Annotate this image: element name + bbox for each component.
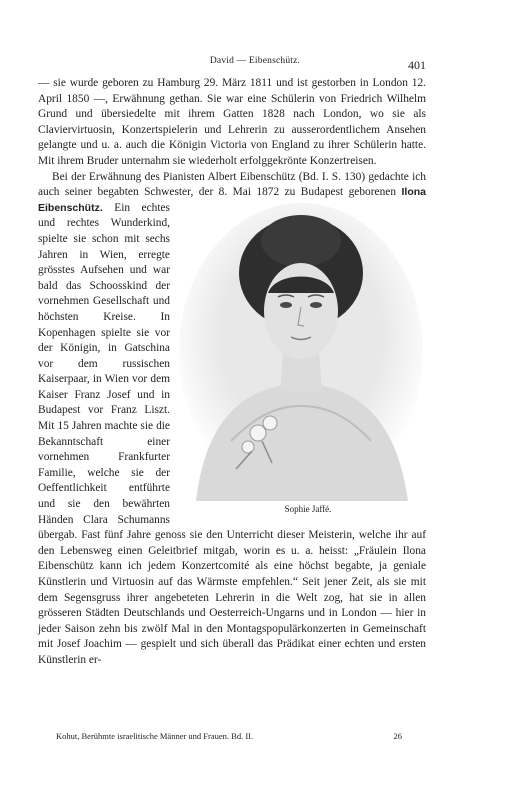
figure-caption: Sophie Jaffé. [284, 503, 332, 514]
paragraph-1: — sie wurde geboren zu Hamburg 29. März 1811 und ist gestorben in London 12. April 1850 —, Erwähnung gethan. Sie war eine Schülerin von Friedrich Wilhelm Grund und übersiedelte mit ihrem Gatten 1828 nach London, wo sie als Claviervirtuosin, Konzertspielerin und Lehrerin zu ausserordentlichem Ansehen gelangte und u. a. auch die Königin Victoria von England zu ihrer Schülerin hatte. Mit ihrem Bruder unternahm sie wiederholt erfolggekrönte Konzertreisen. [38, 77, 426, 167]
paragraph-2-intro: Bei der Erwähnung des Pianisten Albert Eibenschütz (Bd. I. S. 130) gedachte ich auch seiner begabten Schwester, der 8. Mai 1872 zu Budapest geborenen [38, 170, 426, 199]
running-head: David — Eibenschütz. [209, 56, 301, 66]
page-number: 401 [408, 58, 426, 72]
paragraph-2 [38, 170, 426, 669]
body-text [38, 76, 426, 669]
page-footer [56, 731, 402, 741]
signature-mark: 26 [393, 731, 402, 741]
portrait-figure [176, 201, 426, 523]
paragraph-2-body: Ein echtes und rechtes Wunderkind, spielte sie schon mit sechs Jahren in Wien, erregte grösstes Aufsehen und war bald das Schoosskind der vornehmen Gesellschaft und höchsten Kreise. In Kopenhagen spielte sie vor der Königin, in Gatschina vor dem russischen Kaiserpaar, in Wien vor dem Kaiser Franz Josef und in Budapest vor Franz Liszt. Mit 15 Jahren machte sie die Bekanntschaft einer vornehmen Frankfurter Familie, welche sie der Oeffentlichkeit entführte und sie den bewährten Händen Clara Schumanns übergab. Fast fünf Jahre genoss sie den Unterricht dieser Meisterin, welche ihr auf den Lebensweg einen Geleitbrief mitgab, worin es u. a. heisst: „Fräulein Ilona Eibenschütz kann ich jedem Konzertcomité als eine höchst begabte, ja geniale Künstlerin und Virtuosin auf das Wärmste empfehlen.“ Seit jener Zeit, als sie mit dem Segensgruss ihrer angebeteten Lehrerin in die Welt zog, hat sie in allen grösseren Städten Deutschlands und Oesterreich-Ungarns und in London — hier in jeder Saison zehn bis zwölf Mal in den Montagspopulärkonzerten in Gemeinschaft mit Josef Joachim — gespielt und sich überall das Prädikat einer echten und ersten Künstlerin er- [38, 201, 426, 666]
footer-citation: Kohut, Berühmte israelitische Männer und Frauen. Bd. II. [56, 731, 254, 741]
portrait-photo [176, 201, 426, 501]
subject-name: Ilona Eibenschütz. [38, 186, 426, 214]
